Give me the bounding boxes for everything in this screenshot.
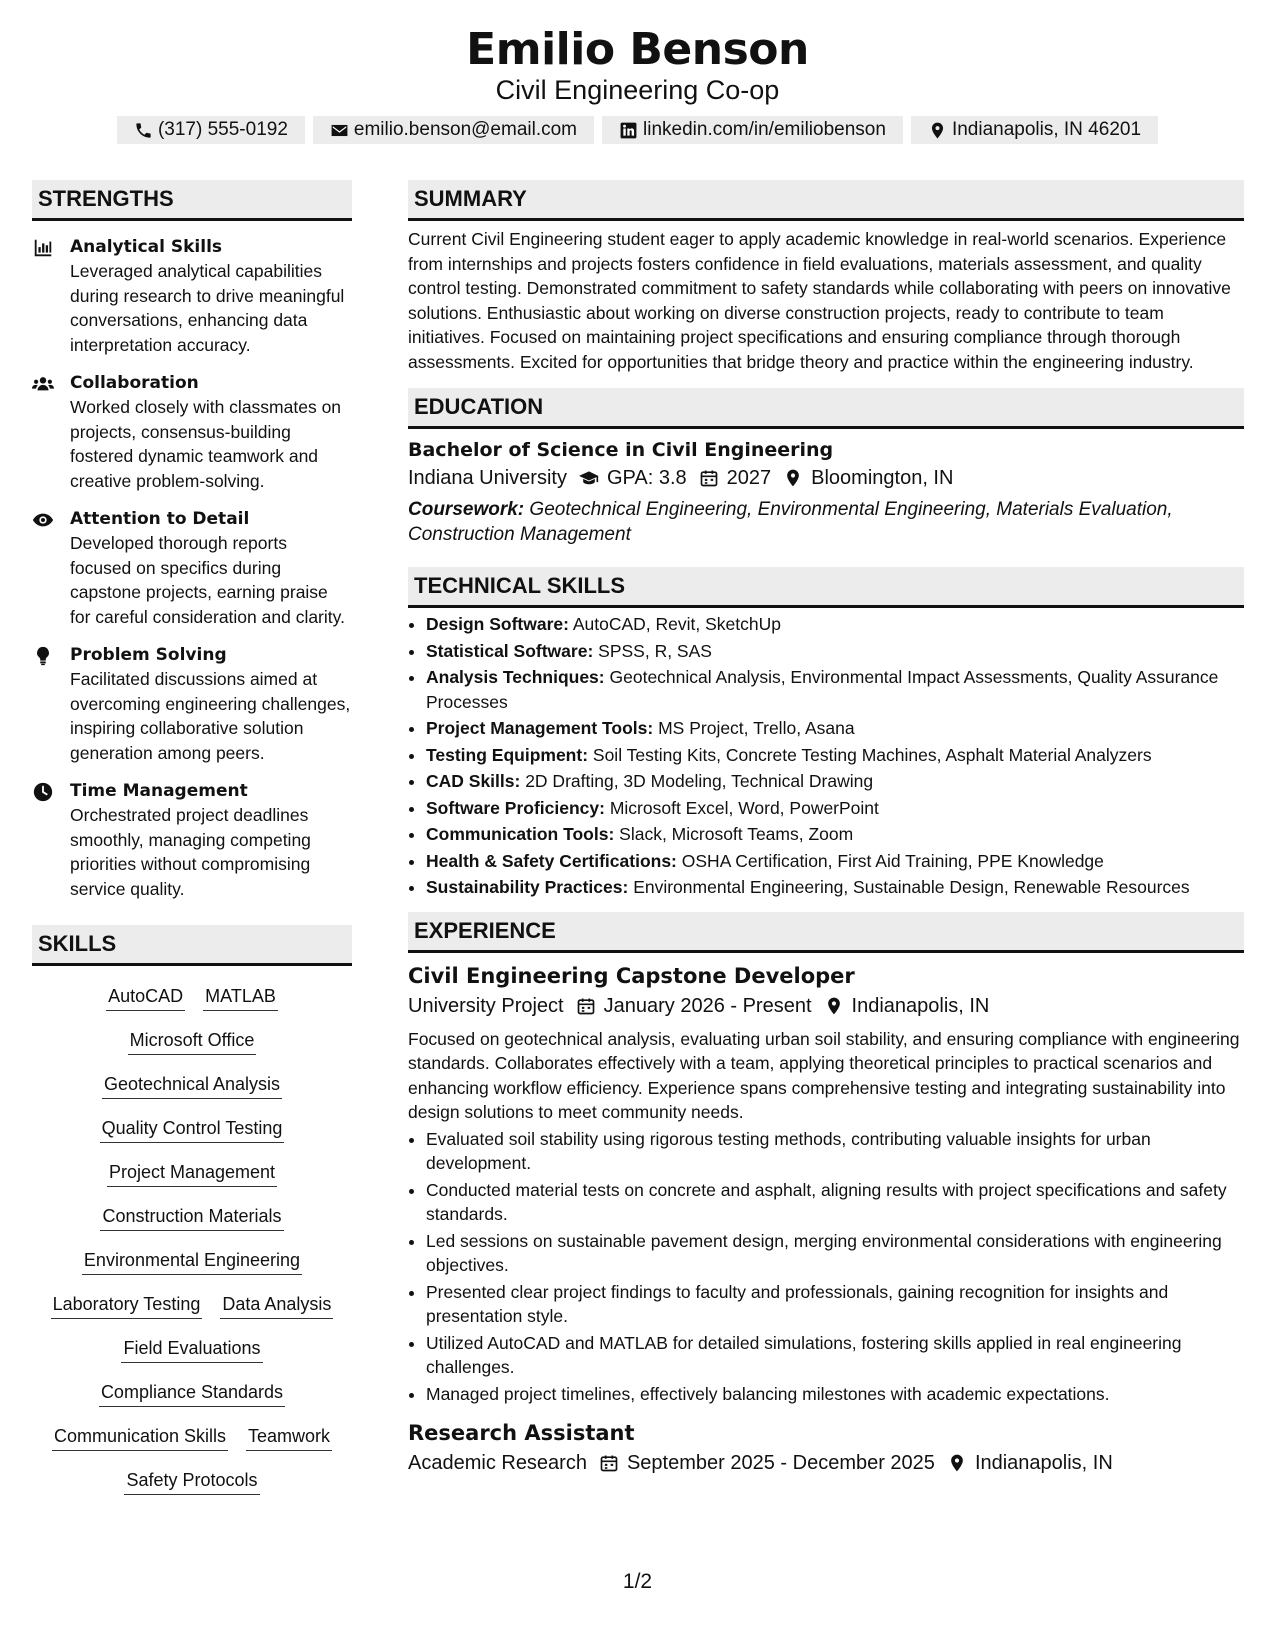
tech-value: 2D Drafting, 3D Modeling, Technical Drawing — [525, 771, 874, 791]
school-location: Bloomington, IN — [811, 467, 954, 489]
job-org: Academic Research — [408, 1452, 587, 1474]
envelope-icon — [330, 121, 349, 140]
list-item: • Presented clear project findings to faculty and professionals, gaining recognition for insights and presentation style. — [426, 1280, 1244, 1329]
map-pin-icon — [947, 1453, 967, 1473]
strengths-heading: STRENGTHS — [32, 180, 352, 221]
tech-label: Sustainability Practices: — [426, 877, 629, 897]
contact-email[interactable] — [313, 116, 594, 144]
strength-desc: Worked closely with classmates on projects, consensus-building fostered dynamic teamwork and creative problem-solving. — [70, 397, 342, 491]
strength-title: Problem Solving — [70, 645, 227, 665]
strength-item — [32, 371, 352, 493]
clock-icon — [32, 781, 54, 803]
bar-chart-icon — [32, 237, 54, 259]
tech-label: Design Software: — [426, 614, 569, 634]
skill-tag: Safety Protocols — [124, 1468, 259, 1495]
list-item — [426, 743, 1244, 768]
left-column — [32, 180, 352, 1495]
skills-list — [32, 984, 352, 1495]
strength-item — [32, 643, 352, 765]
strength-title: Attention to Detail — [70, 509, 250, 529]
skill-tag: Geotechnical Analysis — [102, 1072, 282, 1099]
skill-tag: Teamwork — [246, 1424, 332, 1451]
coursework — [408, 497, 1244, 547]
tech-value: MS Project, Trello, Asana — [658, 718, 855, 738]
tech-label: Testing Equipment: — [426, 744, 589, 765]
tech-label: Health & Safety Certifications: — [426, 850, 677, 871]
job-dates: September 2025 - December 2025 — [626, 1452, 935, 1474]
job-dates: January 2026 - Present — [603, 994, 812, 1017]
users-icon — [32, 373, 54, 395]
skill-tag: Field Evaluations — [121, 1336, 262, 1363]
graduation-cap-icon — [579, 468, 599, 488]
coursework-list: Geotechnical Engineering, Environmental Engineering, Materials Evaluation, Construction Management — [408, 499, 1173, 545]
list-item: • Led sessions on sustainable pavement design, merging environmental considerations with engineering objectives. — [426, 1229, 1244, 1278]
eye-icon — [32, 509, 54, 531]
summary-heading: SUMMARY — [408, 180, 1244, 221]
tech-value: AutoCAD, Revit, SketchUp — [572, 614, 781, 634]
contact-linkedin[interactable] — [602, 116, 903, 144]
resume-header — [0, 0, 1275, 144]
phone-icon — [134, 121, 153, 140]
list-item — [426, 769, 1244, 794]
skill-tag: Environmental Engineering — [82, 1248, 302, 1275]
skill-tag: Data Analysis — [220, 1292, 333, 1319]
list-item — [426, 612, 1244, 637]
tech-label: Communication Tools: — [426, 824, 615, 844]
tech-label: Software Proficiency: — [426, 797, 605, 818]
list-item — [426, 716, 1244, 741]
list-item — [426, 822, 1244, 847]
gpa: GPA: 3.8 — [606, 467, 687, 489]
skill-tag: MATLAB — [203, 984, 278, 1011]
list-item — [426, 849, 1244, 874]
strength-desc: Leveraged analytical capabilities during research to drive meaningful conversations, enhancing data interpretation accuracy. — [70, 261, 345, 355]
skill-tag: Construction Materials — [100, 1204, 283, 1231]
linkedin-icon — [619, 121, 638, 140]
list-item — [426, 796, 1244, 821]
job-org: University Project — [408, 994, 564, 1017]
strength-desc: Facilitated discussions aimed at overcoming engineering challenges, inspiring collaborative solution generation among peers. — [70, 669, 351, 763]
list-item — [426, 875, 1244, 900]
page-number: 1/2 — [622, 1570, 653, 1593]
coursework-label: Coursework: — [408, 499, 525, 520]
strength-desc: Orchestrated project deadlines smoothly, managing competing priorities without compromising service quality. — [70, 805, 311, 899]
tech-value: Geotechnical Analysis, Environmental Impact Assessments, Quality Assurance Processes — [426, 667, 1219, 712]
tech-label: Analysis Techniques: — [426, 667, 605, 687]
skills-heading: SKILLS — [32, 925, 352, 966]
calendar-icon — [576, 996, 596, 1016]
strength-item — [32, 507, 352, 629]
list-item — [426, 639, 1244, 664]
calendar-icon — [699, 468, 719, 488]
job-bullets — [408, 1127, 1244, 1407]
skill-tag: Quality Control Testing — [100, 1116, 285, 1143]
skill-tag: Project Management — [107, 1160, 277, 1187]
tech-value: Environmental Engineering, Sustainable Design, Renewable Resources — [633, 877, 1190, 897]
graduation-year: 2027 — [726, 467, 772, 489]
map-pin-icon — [783, 468, 803, 488]
list-item: • Evaluated soil stability using rigorous testing methods, contributing valuable insights for urban development. — [426, 1127, 1244, 1176]
map-pin-icon — [824, 996, 844, 1016]
tech-label: Project Management Tools: — [426, 718, 654, 738]
skill-tag: Communication Skills — [52, 1424, 228, 1451]
contact-location-text: Indianapolis, IN 46201 — [951, 119, 1142, 140]
list-item — [426, 665, 1244, 714]
job-title: Civil Engineering Capstone Developer — [408, 963, 855, 988]
tech-value: Slack, Microsoft Teams, Zoom — [619, 824, 854, 844]
job-location: Indianapolis, IN — [974, 1452, 1113, 1474]
candidate-name: Emilio Benson — [466, 24, 809, 75]
contact-linkedin-text: linkedin.com/in/emiliobenson — [643, 119, 886, 140]
job-location: Indianapolis, IN — [851, 994, 990, 1017]
tech-label: Statistical Software: — [426, 640, 594, 661]
strength-title: Analytical Skills — [70, 237, 223, 257]
tech-value: Soil Testing Kits, Concrete Testing Machines, Asphalt Material Analyzers — [592, 744, 1152, 765]
technical-skills-list — [408, 612, 1244, 900]
tech-value: OSHA Certification, First Aid Training, PPE Knowledge — [681, 850, 1104, 871]
tech-label: CAD Skills: — [426, 771, 521, 791]
calendar-icon — [599, 1453, 619, 1473]
contact-phone[interactable] — [117, 116, 305, 144]
tech-value: SPSS, R, SAS — [598, 640, 712, 661]
job-meta — [408, 991, 1244, 1021]
strength-item — [32, 235, 352, 357]
skill-tag: Laboratory Testing — [51, 1292, 203, 1319]
skill-tag: Compliance Standards — [99, 1380, 285, 1407]
experience-heading: EXPERIENCE — [408, 912, 1244, 953]
list-item: • Managed project timelines, effectively balancing milestones with academic expectations. — [426, 1382, 1244, 1407]
education-meta — [408, 463, 1244, 493]
strength-title: Collaboration — [70, 373, 199, 393]
strength-title: Time Management — [70, 781, 248, 801]
tech-value: Microsoft Excel, Word, PowerPoint — [609, 797, 879, 818]
map-pin-icon — [928, 121, 947, 140]
contact-bar — [0, 116, 1275, 144]
education-heading: EDUCATION — [408, 388, 1244, 429]
right-column — [408, 180, 1244, 1495]
job-meta — [408, 1448, 1244, 1478]
candidate-title: Civil Engineering Co-op — [495, 75, 780, 105]
degree-title: Bachelor of Science in Civil Engineering — [408, 439, 834, 461]
summary-text: Current Civil Engineering student eager to apply academic knowledge in real-world scenarios. Experience from internships and projects fosters confidence in field evaluations, materials assessment, and quality control testing. Demonstrated commitment to safety standards while collaborating with peers on innovative solutions. Enthusiastic about working on diverse construction projects, ready to contribute to team initiatives. Focused on maintaining project specifications and ensuring compliance through thorough assessments. Excited for opportunities that bridge theory and practice within the engineering industry. — [408, 229, 1231, 372]
strength-desc: Developed thorough reports focused on specifics during capstone projects, earning praise for careful consideration and clarity. — [70, 533, 345, 627]
job-description: Focused on geotechnical analysis, evaluating urban soil stability, and ensuring compliance with engineering standards. Collaborates effectively with a team, applying theoretical principles to practical scenarios and enhancing workflow efficiency. Experience spans comprehensive testing and integrating sustainability into design solutions to meet community needs. — [408, 1028, 1240, 1122]
contact-phone-text: (317) 555-0192 — [157, 119, 288, 140]
job-title: Research Assistant — [408, 1421, 635, 1445]
school-name: Indiana University — [408, 467, 567, 489]
resume-body — [32, 180, 1244, 1495]
list-item: • Conducted material tests on concrete and asphalt, aligning results with project specifications and safety standards. — [426, 1178, 1244, 1227]
contact-email-text: emilio.benson@email.com — [353, 119, 578, 140]
strength-item — [32, 779, 352, 901]
lightbulb-icon — [32, 645, 54, 667]
skill-tag: AutoCAD — [106, 984, 185, 1011]
contact-location — [911, 116, 1158, 144]
technical-skills-heading: TECHNICAL SKILLS — [408, 567, 1244, 608]
skill-tag: Microsoft Office — [128, 1028, 257, 1055]
list-item: • Utilized AutoCAD and MATLAB for detailed simulations, fostering skills applied in real engineering challenges. — [426, 1331, 1244, 1380]
